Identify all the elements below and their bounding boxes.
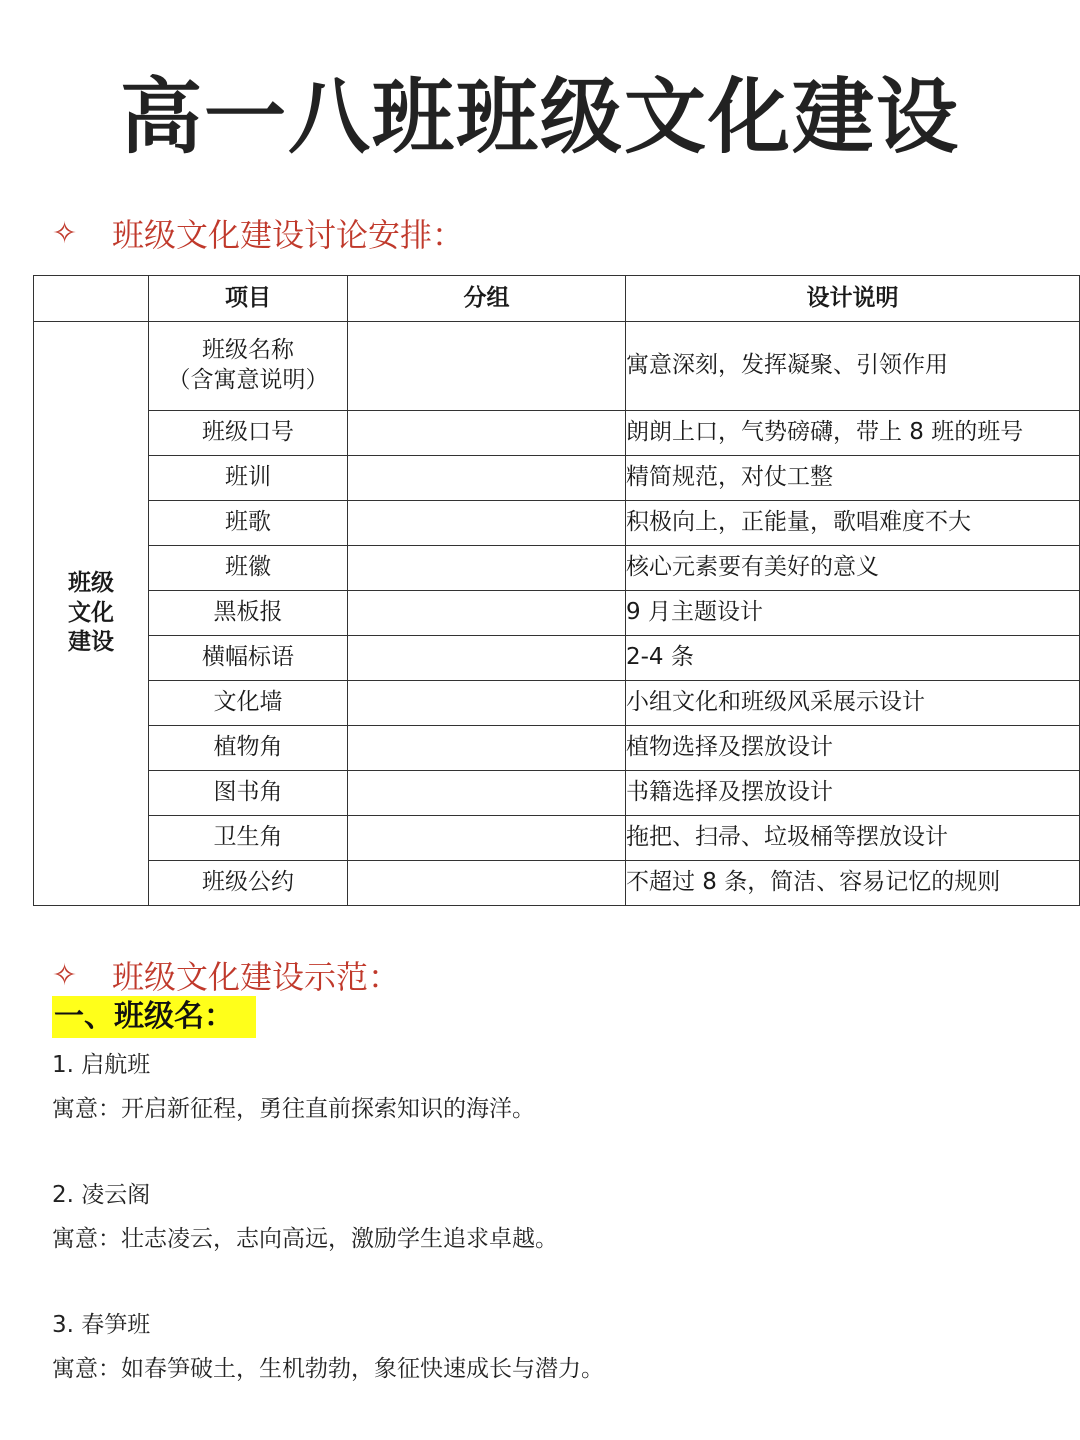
category-line: 班级 xyxy=(68,569,114,596)
description-cell: 朗朗上口，气势磅礴，带上 8 班的班号 xyxy=(626,411,1080,456)
sparkle-icon: ✧ xyxy=(52,215,78,251)
group-cell[interactable] xyxy=(348,501,626,546)
group-cell[interactable] xyxy=(348,636,626,681)
discussion-table xyxy=(33,275,1080,906)
table-row xyxy=(34,322,1080,411)
table-row xyxy=(34,411,1080,456)
description-cell: 拖把、扫帚、垃圾桶等摆放设计 xyxy=(626,816,1080,861)
table-row xyxy=(34,591,1080,636)
item-cell: 班级口号 xyxy=(149,411,348,456)
section-heading-text: 班级文化建设讨论安排： xyxy=(112,216,465,254)
description-cell: 精简规范，对仗工整 xyxy=(626,456,1080,501)
description-cell: 2-4 条 xyxy=(626,636,1080,681)
table-row xyxy=(34,816,1080,861)
description-cell: 书籍选择及摆放设计 xyxy=(626,771,1080,816)
description-cell: 积极向上，正能量，歌唱难度不大 xyxy=(626,501,1080,546)
table-row xyxy=(34,501,1080,546)
sparkle-icon: ✧ xyxy=(52,957,78,993)
section-heading-examples xyxy=(52,952,400,998)
item-cell: 图书角 xyxy=(149,771,348,816)
category-line: 文化 xyxy=(68,599,114,626)
example-meaning: 寓意：如春笋破土，生机勃勃，象征快速成长与潜力。 xyxy=(52,1356,604,1382)
group-cell[interactable] xyxy=(348,816,626,861)
table-row xyxy=(34,546,1080,591)
group-cell[interactable] xyxy=(348,861,626,906)
example-name: 1. 启航班 xyxy=(52,1052,151,1078)
group-cell[interactable] xyxy=(348,456,626,501)
item-cell: 植物角 xyxy=(149,726,348,771)
group-cell[interactable] xyxy=(348,771,626,816)
table-header-row xyxy=(34,276,1080,322)
page-title: 高一八班班级文化建设 xyxy=(119,70,960,165)
description-cell: 核心元素要有美好的意义 xyxy=(626,546,1080,591)
header-group: 分组 xyxy=(348,276,626,322)
group-cell[interactable] xyxy=(348,726,626,771)
description-cell: 寓意深刻，发挥凝聚、引领作用 xyxy=(626,322,1080,411)
item-cell: 文化墙 xyxy=(149,681,348,726)
group-cell[interactable] xyxy=(348,322,626,411)
class-name-subheading: 一、班级名： xyxy=(52,996,256,1038)
group-cell[interactable] xyxy=(348,546,626,591)
example-meaning: 寓意：壮志凌云，志向高远，激励学生追求卓越。 xyxy=(52,1226,558,1252)
header-description: 设计说明 xyxy=(626,276,1080,322)
description-cell: 不超过 8 条，简洁、容易记忆的规则 xyxy=(626,861,1080,906)
item-cell: 班徽 xyxy=(149,546,348,591)
description-cell: 植物选择及摆放设计 xyxy=(626,726,1080,771)
description-cell: 9 月主题设计 xyxy=(626,591,1080,636)
item-cell: 卫生角 xyxy=(149,816,348,861)
table-row xyxy=(34,726,1080,771)
table-row xyxy=(34,771,1080,816)
item-line: 班级名称 xyxy=(202,337,294,364)
item-cell: 班歌 xyxy=(149,501,348,546)
example-meaning: 寓意：开启新征程，勇往直前探索知识的海洋。 xyxy=(52,1096,535,1122)
example-name: 2. 凌云阁 xyxy=(52,1182,151,1208)
table-row xyxy=(34,636,1080,681)
section-heading-text: 班级文化建设示范： xyxy=(112,958,401,996)
table-row xyxy=(34,681,1080,726)
group-cell[interactable] xyxy=(348,411,626,456)
item-cell: 班级公约 xyxy=(149,861,348,906)
item-cell: 黑板报 xyxy=(149,591,348,636)
group-cell[interactable] xyxy=(348,591,626,636)
example-name: 3. 春笋班 xyxy=(52,1312,151,1338)
item-cell xyxy=(149,322,348,411)
category-cell xyxy=(34,322,149,906)
description-cell: 小组文化和班级风采展示设计 xyxy=(626,681,1080,726)
category-line: 建设 xyxy=(68,629,114,656)
item-line: （含寓意说明） xyxy=(167,367,329,393)
item-cell: 横幅标语 xyxy=(149,636,348,681)
section-heading-discussion xyxy=(52,210,464,256)
group-cell[interactable] xyxy=(348,681,626,726)
table-row xyxy=(34,456,1080,501)
header-item: 项目 xyxy=(149,276,348,322)
header-empty xyxy=(34,276,149,322)
item-cell: 班训 xyxy=(149,456,348,501)
table-row xyxy=(34,861,1080,906)
